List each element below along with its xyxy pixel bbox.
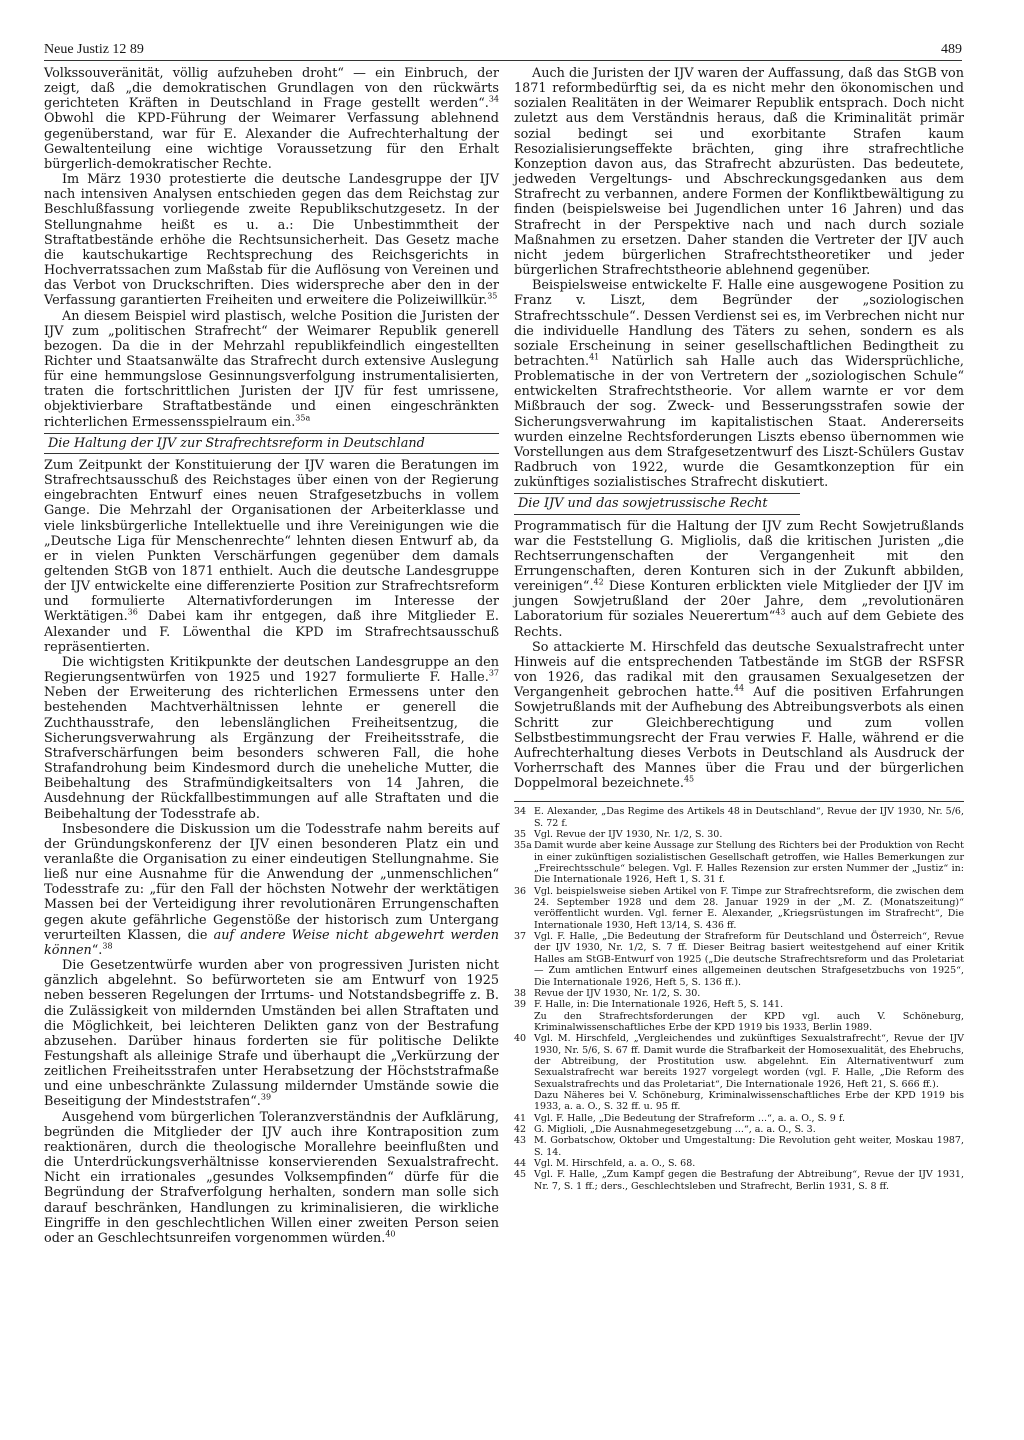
footnote-ref: 38 [102, 941, 113, 951]
footnote-text: Vgl. F. Halle, „Die Bedeutung der Strafreform für Deutschland und Österreich“, Revue der IJV 1930, Nr. 1/2, S. 7 ff. Dieser Beitrag basiert weitestgehend auf einer Kritik Halles am StGB-Entwurf von 1925 („Die deutsche Strafrechtsreform und das Proletariat — Zum amtlichen Entwurf eines allgemeinen deutschen Strafgesetzbuchs von 1925“, Die Internationale 1926, Heft 5, S. 136 ff.). [534, 931, 964, 988]
paragraph: Ausgehend vom bürgerlichen Toleranzverständnis der Aufklärung, begründen die Mitglieder der IJV auch ihre Kontraposition zum reaktionären, durch die theologische Morallehre beeinflußten und die Unterdrückungsverhältnisse konservierenden Sexualstrafrecht. Nicht ein irrationales „gesundes Volksempfinden“ dürfe für die Begründung der Strafverfolgung herhalten, sondern man solle sich darauf beschränken, Handlungen zu kriminalisieren, die wirkliche Eingriffe in den geschlechtlichen Willen einer zweiten Person seien oder an Geschlechtsunreifen vorgenommen würden.$^{40}$ [44, 1109, 499, 1246]
paragraph: Beispielsweise entwickelte F. Halle eine ausgewogene Position zu Franz v. Liszt, dem Begründer der „soziologischen Strafrechtsschule“. Dessen Verdienst sei es, im Verbrechen nicht nur die individuelle Handlung des Täters zu sehen, sondern es als soziale Erscheinung in seiner gesellschaftlichen Bedingtheit zu betrachten.$^{41}$ Natürlich sah Halle auch das Widersprüchliche, Problematische in der von Vertretern der „soziologischen Schule“ entwickelten Strafrechtstheorie. Vor allem warnte er vor dem Mißbrauch der sog. Zweck- und Besserungsstrafen sowie der Sicherungsverwahrung im kapitalistischen Staat. Andererseits wurden einzelne Rechtsforderungen Liszts ebenso übernommen wie Vorstellungen aus dem Strafgesetzentwurf des Liszt-Schülers Gustav Radbruch von 1922, wurde die Gesamtkonzeption für ein zukünftiges sozialistisches Strafrecht diskutiert. [514, 278, 964, 491]
footnote-text: Vgl. M. Hirschfeld, „Vergleichendes und zukünftiges Sexualstrafrecht“, Revue der IJV 1930, Nr. 5/6, S. 67 ff. Damit wurde die Strafbarkeit der Homosexualität, des Ehebruchs, der Abtreibung, der Prostitution usw. abgelehnt. Ein Alternativentwurf zum Sexualstrafrecht war bereits 1927 vorgelegt worden (vgl. F. Halle, „Die Reform des Sexualstrafrechts und das Proletariat“, Die Internationale 1926, Heft 21, S. 666 ff.). [534, 1033, 964, 1090]
footnote-number: 44 [514, 1158, 527, 1169]
footnote [514, 806, 964, 829]
emphasis: auf andere Weise nicht abgewehrt werden können [44, 927, 499, 958]
footnotes [514, 801, 964, 1192]
paragraph: Im März 1930 protestierte die deutsche Landesgruppe der IJV nach intensiven Analysen entschieden gegen das dem Reichstag zur Beschlußfassung vorliegende zweite Republikschutzgesetz. In der Stellungnahme heißt es u. a.: Die Unbestimmtheit der Straftatbestände erhöhe die Rechtsunsicherheit. Das Gesetz mache die kautschukartige Rechtsprechung des Reichsgerichts in Hochverratssachen zum Maßstab für die Auflösung von Vereinen und das Verbot von Druckschriften. Dies widerspreche aber den in der Verfassung garantierten Freiheiten und erweitere die Polizeiwillkür.$^{35}$ [44, 172, 499, 309]
footnote-ref: 45 [683, 774, 695, 784]
footnote-ref: 40 [385, 1229, 396, 1239]
page-number: 489 [941, 42, 962, 57]
footnote-number: 40 [514, 1033, 527, 1045]
footnote-ref: 37 [488, 668, 499, 678]
footnote [514, 1169, 964, 1192]
footnote-text: Damit wurde aber keine Aussage zur Stellung des Richters bei der Produktion von Recht in einer zukünftigen sozialistischen Gesellschaft getroffen, wie Halles Bemerkungen zur „Freirechtsschule“ belegen. Vgl. F. Halles Rezension zur ersten Nummer der „Justiz“ in: Die Internationale 1926, Heft 1, S. 31 f. [534, 840, 964, 886]
paragraph: Zum Zeitpunkt der Konstituierung der IJV waren die Beratungen im Strafrechtsausschuß des Reichstages über einen von der Regierung eingebrachten Entwurf eines neuen Strafgesetzbuchs in vollem Gange. Die Mehrzahl der Organisationen der Arbeiterklasse und viele linksbürgerliche Intellektuelle und ihre Vereinigungen wie die „Deutsche Liga für Menschenrechte“ lehnten diesen Entwurf ab, da er in vielen Punkten Verschärfungen gegenüber dem damals geltenden StGB von 1871 enthielt. Auch die deutsche Landesgruppe der IJV entwickelte eine differenzierte Position zur Strafrechtsreform und formulierte Alternativforderungen im Interesse der Werktätigen.$^{36}$ Dabei kam ihr entgegen, daß ihre Mitglieder E. Alexander und F. Löwenthal die KPD im Strafrechtsausschuß repräsentierten. [44, 457, 499, 655]
footnote-ref: 42 [593, 577, 604, 587]
paragraph: Programmatisch für die Haltung der IJV zum Recht Sowjetrußlands war die Feststellung G. Migliolis, daß die kritischen Juristen „die Rechtserrungenschaften der Vergangenheit mit den Errungenschaften, deren Konturen sich in der Zukunft abbilden, vereinigen“.$^{42}$ Diese Konturen erblickten viele Mitglieder der IJV im jungen Sowjetrußland der 20er Jahre, dem „revolutionären Laboratorium für soziales Neuerertum“$^{43}$ auch auf dem Gebiete des Rechts. [514, 518, 964, 640]
footnote-ref: 44 [733, 683, 745, 693]
footnote-text: Vgl. beispielsweise sieben Artikel von F. Timpe zur Strafrechtsreform, die zwischen dem 24. September 1928 und dem 28. Januar 1929 in der „M. Z. (Monatszeitung)“ veröffentlicht wurden. Vgl. ferner E. Alexander, „Kriegsrüstungen im Strafrecht“, Die Internationale 1930, Heft 13/14, S. 436 ff. [534, 885, 964, 931]
footnote-ref: 34 [488, 95, 499, 105]
footnote [514, 840, 964, 885]
footnote-number: 42 [514, 1123, 527, 1135]
footnote-text: Revue der IJV 1930, Nr. 1/2, S. 30. [534, 987, 701, 999]
footnote-number: 38 [514, 987, 527, 999]
footnote [514, 1124, 964, 1135]
footnote [514, 999, 964, 1010]
footnote-text: Zu den Strafrechtsforderungen der KPD vgl. auch V. Schöneburg, Kriminalwissenschaftliches Erbe der KPD 1919 bis 1933, Berlin 1989. [534, 1010, 964, 1033]
paragraph: Die Gesetzentwürfe wurden aber von progressiven Juristen nicht gänzlich abgelehnt. So befürworteten sie am Entwurf von 1925 neben besseren Regelungen der Irrtums- und Notstandsbegriffe z. B. die Zulässigkeit von mildernden Umständen bei allen Straftaten und die Möglichkeit, bei leichteren Delikten ganz von der Bestrafung abzusehen. Darüber hinaus forderten sie für politische Delikte Festungshaft als alleinige Strafe und überhaupt die „Verkürzung der zeitlichen Freiheitsstrafen unter Herabsetzung der Höchststrafmaße und eine unbeschränkte Zulassung mildernder Umstände sowie die Beseitigung der Mindeststrafen“.$^{39}$ [44, 958, 499, 1110]
footnote-number [514, 1011, 534, 1034]
footnote-text: Vgl. F. Halle, „Die Bedeutung der Strafreform ...“, a. a. O., S. 9 f. [534, 1112, 846, 1124]
footnote-ref: 39 [260, 1093, 272, 1103]
paragraph: Die wichtigsten Kritikpunkte der deutschen Landesgruppe an den Regierungsentwürfen von 1925 und 1927 formulierte F. Halle.$^{37}$ Neben der Erweiterung des richterlichen Ermessens unter den bestehenden Machtverhältnissen lehnte er generell die Zuchthausstrafe, den lebenslänglichen Freiheitsentzug, die Sicherungsverwahrung als Ergänzung der Freiheitsstrafe, die Strafverschärfungen beim besonders schweren Fall, die hohe Strafandrohung beim Kindesmord durch die uneheliche Mutter, die Beibehaltung des Strafmündigkeitsalters von 14 Jahren, die Ausdehnung der Rückfallbestimmungen auf alle Straftaten und die Beibehaltung der Todesstrafe ab. [44, 654, 499, 822]
right-column [514, 66, 964, 1192]
footnote [514, 829, 964, 840]
footnote-ref: 36 [127, 608, 138, 618]
paragraph: An diesem Beispiel wird plastisch, welche Position die Juristen der IJV zum „politischen Strafrecht“ der Weimarer Republik generell bezogen. Da die in der Mehrzahl republikfeindlich eingestellten Richter und Staatsanwälte das Strafrecht durch extensive Auslegung für eine hemmungslose Gesinnungsverfolgung instrumentalisierten, traten die fortschrittlichen Juristen der IJV für fest umrissene, objektivierbare Straftatbestände und einen eingeschränkten richterlichen Ermessensspielraum ein.$^{35a}$ [44, 308, 499, 430]
section-heading: Die IJV und das sowjetrussische Recht [514, 493, 800, 514]
footnote-number: 34 [514, 806, 527, 818]
paragraph: So attackierte M. Hirschfeld das deutsche Sexualstrafrecht unter Hinweis auf die entsprechenden Tatbestände im StGB der RSFSR von 1926, das radikal mit den grausamen Sexualgesetzen der Vergangenheit gebrochen hatte.$^{44}$ Auf die positiven Erfahrungen Sowjetrußlands mit der Aufhebung des Abtreibungsverbots als einen Schritt zur Gleichberechtigung und zum vollen Selbstbestimmungsrecht der Frau verwies F. Halle, während er die Aufrechterhaltung dieses Verbots in Deutschland als Ausdruck der Vorherrschaft des Mannes über die Frau und der bürgerlichen Doppelmoral bezeichnete.$^{45}$ [514, 639, 964, 792]
paragraph: Volkssouveränität, völlig aufzuheben droht“ — ein Einbruch, der zeigt, daß „die demokratischen Grundlagen von den rückwärts gerichteten Kräften in Deutschland in Frage gestellt werden“.$^{34}$ Obwohl die KPD-Führung der Weimarer Verfassung ablehnend gegenüberstand, war für E. Alexander die Aufrechterhaltung der Gewaltenteilung eine wichtige Voraussetzung für den Erhalt bürgerlich-demokratischer Rechte. [44, 66, 499, 172]
footnote-text: F. Halle, in: Die Internationale 1926, Heft 5, S. 141. [534, 999, 784, 1011]
paragraph: Insbesondere die Diskussion um die Todesstrafe nahm bereits auf der Gründungskonferenz der IJV einen besonderen Platz ein und veranlaßte die Organisation zu einer eindeutigen Stellungnahme. Sie ließ nur eine Ausnahme für die Anwendung der „unmenschlichen“ Todesstrafe zu: „für den Fall der höchsten Notwehr der werktätigen Massen bei der Verteidigung ihrer revolutionären Errungenschaften gegen akute gefährliche Gegenstöße der historisch zum Untergang verurteilten Klassen, die auf andere Weise nicht abgewehrt werden können“.$^{38}$ [44, 821, 499, 958]
footnote-text: Vgl. F. Halle, „Zum Kampf gegen die Bestrafung der Abtreibung“, Revue der IJV 1931, Nr. 7, S. 1 ff.; ders., Geschlechtsleben und Strafrecht, Berlin 1931, S. 8 ff. [534, 1169, 964, 1192]
footnote-number: 45 [514, 1169, 527, 1181]
footnote-text: Vgl. M. Hirschfeld, a. a. O., S. 68. [534, 1158, 696, 1169]
footnote-number: 37 [514, 931, 527, 943]
footnote-ref: 43 [775, 608, 786, 618]
footnote [514, 1158, 964, 1169]
footnote-text: G. Miglioli, „Die Ausnahmegesetzgebung ...“, a. a. O., S. 3. [534, 1123, 816, 1135]
left-column [44, 66, 499, 1246]
footnote-number [514, 1090, 534, 1113]
footnote-number: 39 [514, 999, 527, 1011]
footnote [514, 1113, 964, 1124]
footnote [514, 988, 964, 999]
section-heading: Die Haltung der IJV zur Strafrechtsreform in Deutschland [44, 433, 499, 454]
footnote [514, 931, 964, 988]
footnote-number: 36 [514, 885, 527, 897]
paragraph: Auch die Juristen der IJV waren der Auffassung, daß das StGB von 1871 reformbedürftig sei, da es nicht mehr den ökonomischen und sozialen Realitäten in der Weimarer Republik entsprach. Doch nicht zuletzt aus dem Verständnis heraus, daß die Kriminalität primär sozial bedingt sei und exorbitante Strafen kaum Resozialisierungseffekte brächten, ging ihre strafrechtliche Konzeption davon aus, das Strafrecht abzurüsten. Das bedeutete, jedweden Vergeltungs- und Abschreckungsgedanken aus dem Strafrecht zu verbannen, andere Formen der Konfliktbewältigung zu finden (beispielsweise bei Jugendlichen unter 16 Jahren) und das Strafrecht in der Perspektive nach und nach durch soziale Maßnahmen zu ersetzen. Daher standen die Vertreter der IJV auch nicht jedem bürgerlichen Strafrechtstheoretiker und jeder bürgerlichen Strafrechtstheorie ablehnend gegenüber. [514, 66, 964, 279]
footnote-ref: 35a [295, 413, 311, 423]
footnote [514, 1033, 964, 1090]
footnote-ref: 35 [487, 292, 498, 302]
journal-title: Neue Justiz 12 89 [44, 42, 144, 57]
footnote-ref: 41 [589, 352, 600, 362]
footnote-text: Vgl. Revue der IJV 1930, Nr. 1/2, S. 30. [534, 829, 723, 841]
footnote [514, 886, 964, 931]
footnote-number: 41 [514, 1112, 527, 1124]
footnote-number: 35 [514, 829, 527, 841]
footnote-number: 35a [514, 840, 532, 852]
footnote-text: E. Alexander, „Das Regime des Artikels 48 in Deutschland“, Revue der IJV 1930, Nr. 5/6, S. 72 f. [534, 806, 964, 829]
running-header [44, 38, 962, 61]
footnote [514, 1090, 964, 1113]
footnote-number: 43 [514, 1135, 527, 1147]
footnote [514, 1011, 964, 1034]
footnote-text: M. Gorbatschow, Oktober und Umgestaltung: Die Revolution geht weiter, Moskau 1987, S. 14. [534, 1135, 964, 1158]
footnote [514, 1135, 964, 1158]
footnote-text: Dazu Näheres bei V. Schöneburg, Kriminalwissenschaftliches Erbe der KPD 1919 bis 1933, a. a. O., S. 32 ff. u. 95 ff. [534, 1089, 964, 1113]
